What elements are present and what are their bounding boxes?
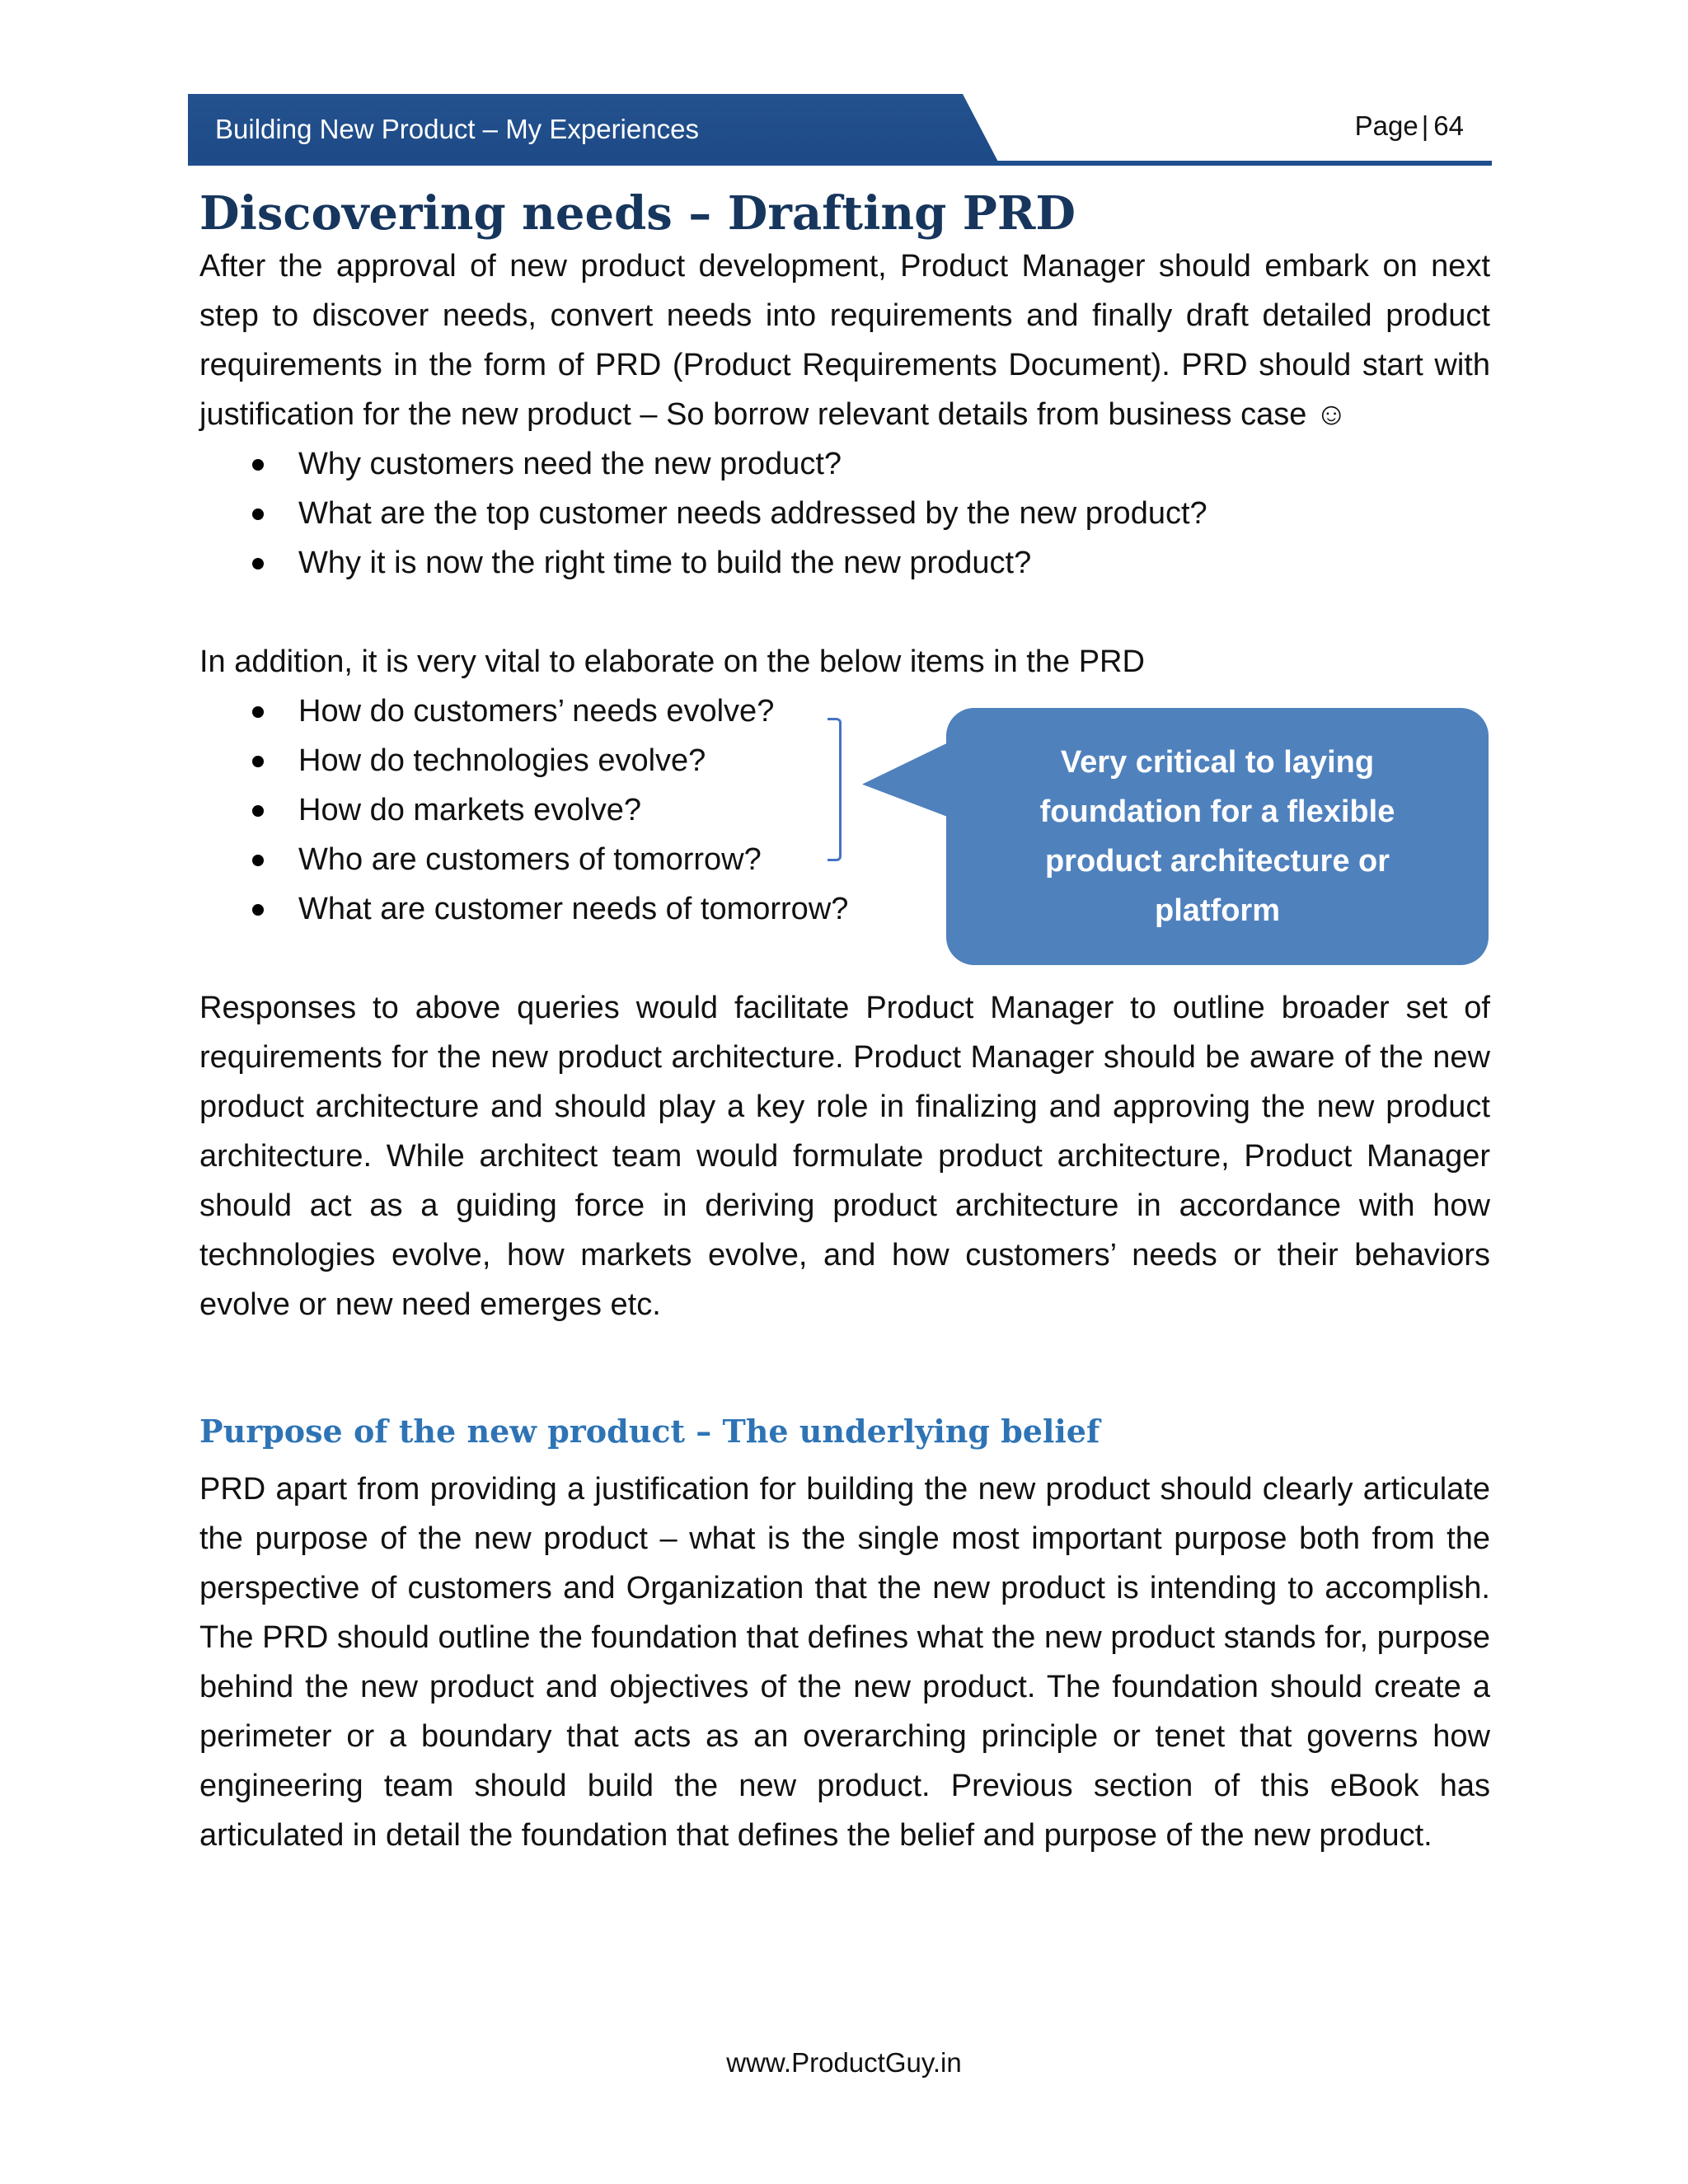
bullet-icon xyxy=(252,558,264,569)
list-item-text: Why customers need the new product? xyxy=(298,447,842,482)
footer-website: www.ProductGuy.in xyxy=(726,2047,962,2078)
list-item-text: Why it is now the right time to build the new product? xyxy=(298,546,1032,581)
list-item-text: Who are customers of tomorrow? xyxy=(298,842,762,878)
justification-list xyxy=(199,439,1490,588)
page-label-text: Page xyxy=(1354,110,1418,141)
bullet-icon xyxy=(252,904,264,916)
purpose-paragraph: PRD apart from providing a justification for building the new product should clearly articulate the purpose of the new product – what is the single most important purpose both from the perspective of customers and Organization that the new product is intending to accomplish. The PRD should outline the foundation that defines what the new product stands for, purpose behind the new product and objectives of the new product. The foundation should create a perimeter or a boundary that acts as an overarching principle or tenet that governs how engineering team should build the new product. Previous section of this eBook has articulated in detail the foundation that defines the belief and purpose of the new product. xyxy=(199,1472,1490,1854)
bullet-icon xyxy=(252,706,264,718)
page-header xyxy=(188,94,1492,166)
list-item-text: What are the top customer needs addressed by the new product? xyxy=(298,496,1207,532)
list-item xyxy=(199,538,1490,588)
list-item xyxy=(199,489,1490,538)
bullet-icon xyxy=(252,509,264,520)
list-item-text: How do technologies evolve? xyxy=(298,743,706,779)
evolution-callout-block xyxy=(199,687,1490,934)
bullet-icon xyxy=(252,805,264,817)
responses-paragraph: Responses to above queries would facilitate Product Manager to outline broader set of requirements for the new product architecture. Product Manager should be aware of the new product architecture and should play a key role in finalizing and approving the new product architecture. While architect team would formulate product architecture, Product Manager should act as a guiding force in deriving product architecture in accordance with how technologies evolve, how markets evolve, and how customers’ needs or their behaviors evolve or new need emerges etc. xyxy=(199,991,1490,1323)
section-title: Purpose of the new product – The underlying belief xyxy=(199,1413,1100,1451)
bracket-icon xyxy=(828,718,842,861)
page-number: 64 xyxy=(1433,110,1464,141)
list-item-text: How do markets evolve? xyxy=(298,793,642,828)
page-number-label xyxy=(1355,110,1464,142)
header-rule xyxy=(188,161,1492,166)
book-title: Building New Product – My Experiences xyxy=(215,114,699,144)
bullet-icon xyxy=(252,855,264,866)
bullet-icon xyxy=(252,459,264,471)
page-title: Discovering needs – Drafting PRD xyxy=(199,186,1076,241)
list-item-text: What are customer needs of tomorrow? xyxy=(298,892,849,927)
page-label-separator: | xyxy=(1421,110,1429,141)
bullet-icon xyxy=(252,756,264,767)
list-item-text: How do customers’ needs evolve? xyxy=(298,694,775,729)
addition-intro: In addition, it is very vital to elaborate on the below items in the PRD xyxy=(199,644,1145,680)
spacer xyxy=(199,1329,1490,1407)
list-item xyxy=(199,439,1490,489)
intro-paragraph: After the approval of new product development, Product Manager should embark on next step to discover needs, convert needs into requirements and finally draft detailed product requirements in the form of PRD (Product Requirements Document). PRD should start with justification for the new product – So borrow relevant details from business case ☺ xyxy=(199,249,1490,433)
main-content xyxy=(199,186,1490,1860)
spacer xyxy=(199,588,1490,637)
callout-bubble: Very critical to laying foundation for a flexible product architecture or platform xyxy=(946,708,1489,965)
